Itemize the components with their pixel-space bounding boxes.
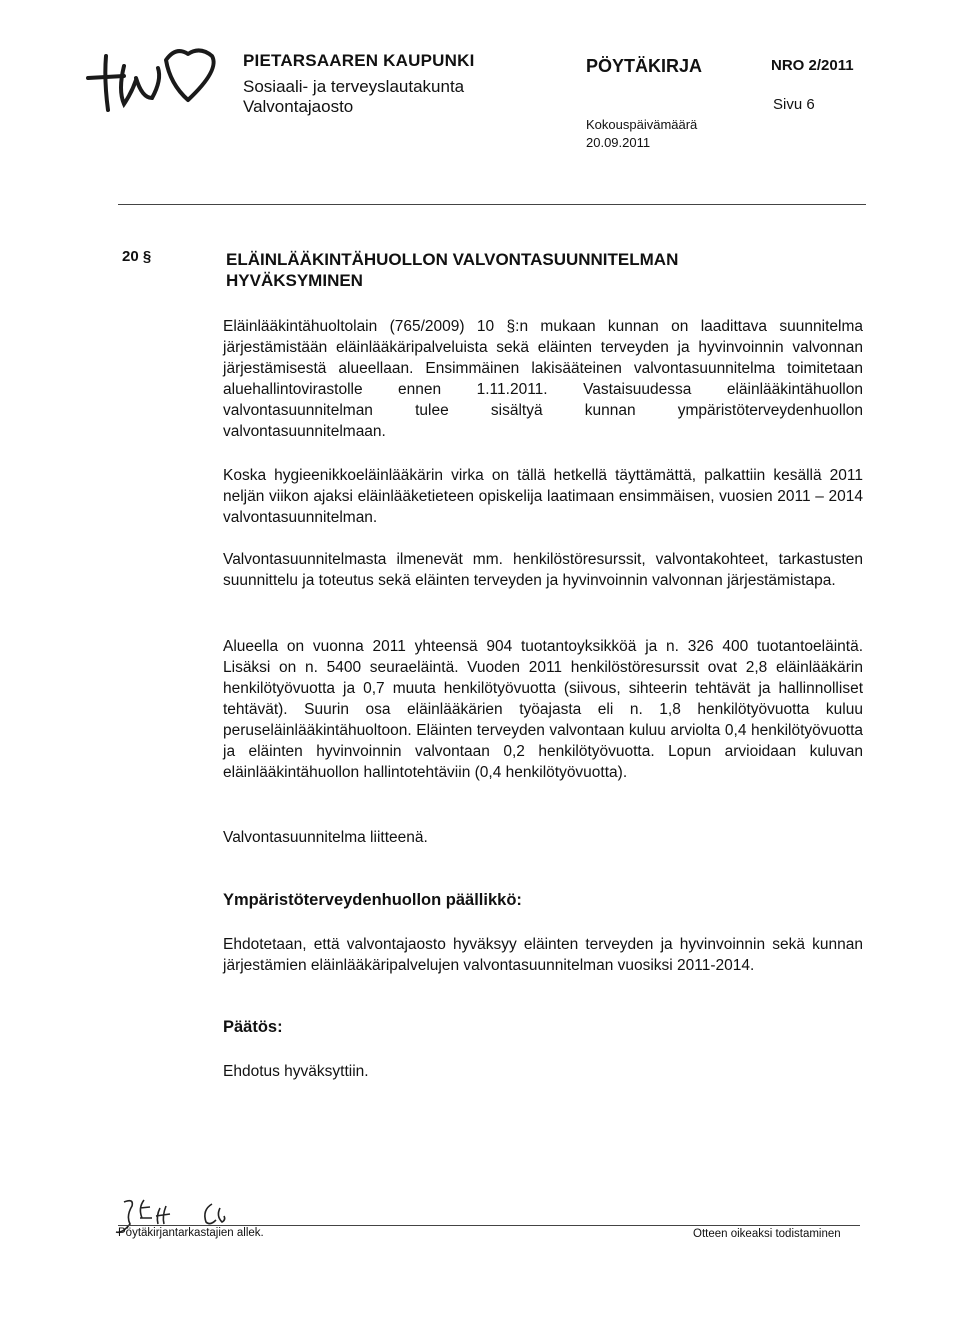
section-number: 20 § (122, 248, 152, 265)
city-logo (84, 40, 234, 112)
body-paragraph: Valvontasuunnitelma liitteenä. (223, 829, 428, 846)
proposal-text: Ehdotetaan, että valvontajaosto hyväksyy eläinten terveyden ja hyvinvoinnin sekä kunnan järjestämien eläinlääkäripalvelujen valvontasuunnitelman vuosiksi 2011-2014. (223, 936, 863, 974)
organization-name: PIETARSAAREN KAUPUNKI (243, 51, 475, 70)
department-name: Sosiaali- ja terveyslautakunta (243, 77, 465, 96)
body-paragraph: Eläinlääkintähuoltolain (765/2009) 10 §:n mukaan kunnan on laadittava suunnitelma järjestämistään eläinlääkäripalveluista sekä eläinten terveyden ja hyvinvoinnin valvonnan järjestämisestä alueellaan. Ensimmäinen lakisääteinen valvontasuunnitelma toimitetaan aluehallintovirastolle ennen 1.11.2011. Vastaisuudessa eläinlääkintähuollon valvontasuunnitelman tulee sisältyä kunnan ympäristöterveydenhuollon valvontasuunnitelmaan. (223, 318, 863, 440)
body-paragraph: Valvontasuunnitelmasta ilmenevät mm. henkilöstöresurssit, valvontakohteet, tarkastusten suunnittelu ja toteutus sekä eläinten terveyden ja hyvinvoinnin valvonnan järjestämistapa. (223, 551, 863, 589)
decision-text: Ehdotus hyväksyttiin. (223, 1063, 369, 1080)
proposal-heading: Ympäristöterveydenhuollon päällikkö: (223, 891, 522, 909)
unit-name: Valvontajaosto (243, 97, 354, 116)
body-paragraph: Alueella on vuonna 2011 yhteensä 904 tuotantoyksikköä ja n. 326 400 tuotantoeläintä. Lisäksi on n. 5400 seuraeläintä. Vuoden 2011 henkilöstöresurssit ovat 2,8 eläinlääkärin henkilötyövuotta ja 0,7 muuta henkilötyövuotta (siivous, sihteerin tehtävät ja hallinnolliset tehtävät). Suurin osa eläinlääkärien työajasta eli n. 1,8 henkilötyövuotta kuluu peruseläinlääkintähuoltoon. Eläinten terveyden valvontaan kuluu arviolta 0,4 henkilötyövuotta ja eläinten hyvinvoinnin valvontaan 0,2 henkilötyövuotta. Lopun arvioidaan kuluvan eläinlääkintähuollon hallintotehtäviin (0,4 henkilötyövuotta). (223, 638, 863, 781)
footer-divider (118, 1225, 860, 1226)
certification-label: Otteen oikeaksi todistaminen (693, 1228, 841, 1240)
initials-label: Pöytäkirjantarkastajien allek. (118, 1227, 264, 1239)
decision-heading: Päätös: (223, 1018, 283, 1036)
section-title: ELÄINLÄÄKINTÄHUOLLON VALVONTASUUNNITELMAN HYVÄKSYMINEN (226, 250, 679, 290)
document-number: NRO 2/2011 (771, 57, 854, 74)
document-type: PÖYTÄKIRJA (586, 56, 703, 76)
header-divider (118, 204, 866, 205)
meeting-date-label: Kokouspäivämäärä (586, 117, 698, 132)
body-paragraph: Koska hygieenikkoeläinlääkärin virka on tällä hetkellä täyttämättä, palkattiin kesällä 2011 neljän viikon ajaksi eläinlääketieteen opiskelija laatimaan ensimmäisen, vuosien 2011 – 2014 valvontasuunnitelman. (223, 467, 863, 526)
page-number: Sivu 6 (773, 96, 815, 113)
meeting-date: 20.09.2011 (586, 135, 651, 150)
